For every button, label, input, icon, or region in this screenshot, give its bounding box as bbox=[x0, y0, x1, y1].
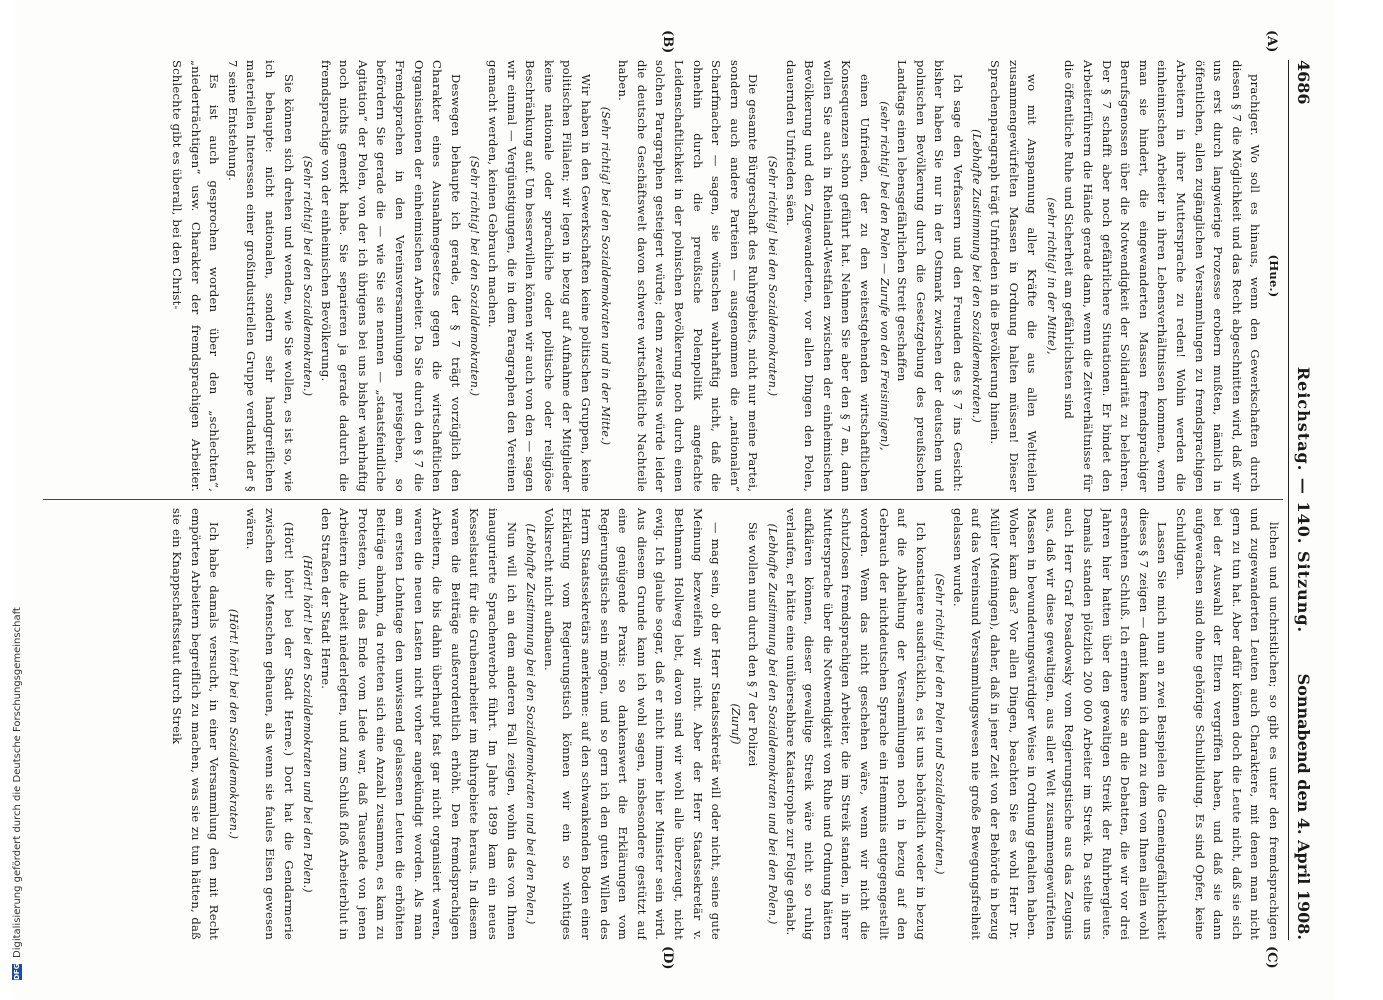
page-title: Reichstag. — 140. Sitzung. bbox=[1294, 366, 1313, 634]
paragraph: — mag sein, ob der Herr Staatssekretär will oder nicht, seine gute Meinung bezweifeln wir nicht. Aber der Herr Staatssekretär v. Bethmann Hollweg lebt, davon sind wir wohl alle überzeugt, nicht ewig. Ich glaube sogar, daß er nicht immer hier Minister sein wird. Aus diesem Grunde kann ich wohl sagen, insbesondere gestützt auf eine genügende Praxis: so dankenswert die Erklärungen vom Regierungstische sein mögen, und so gern ich den guten Willen des Herrn Staatssekretärs anerkenne: auf den schwankenden Boden einer Erklärung vom Regierungstisch können wir ein so wichtiges Volksrecht nicht aufbauen. bbox=[541, 508, 724, 940]
paragraph: Sie können sich drehen und wenden, wie Sie wollen, es ist so, wie ich behaupte: nicht nationalen, sondern sehr handgreiflichen materiellen Interessen einer großindustriellen Gruppe verdankt der § 7 seine Entstehung. bbox=[225, 60, 296, 492]
page-date: Sonnabend den 4. April 1908. bbox=[1294, 673, 1313, 940]
paragraph: Ich sage den Verfassern und den Freunden des § 7 ins Gesicht: bisher haben Sie nur in der Ostmark zwischen der deutschen und polnischen Bevölkerung durch die Gesetzgebung des preußischen Landtags einen lebensgefährlichen Streit geschaffen bbox=[895, 60, 965, 492]
paragraph: Ich konstatiere ausdrücklich, es ist uns behördlich weder in bezug auf die Abhaltung der Versammlungen noch in bezug auf den Gebrauch der nichtdeutschen Sprache ein Hemmnis entgegengestellt worden. Wenn das nicht geschehen wäre, wenn wir nicht die schutzlosen fremdsprachigen Arbeiter, die im Streik standen, in ihrer Muttersprache über die Notwendigkeit von Ruhe und Ordnung hätten aufklären können, dieser gewaltige Streik wäre nicht so ruhig verlaufen, er hätte eine unübersehbare Katastrophe zur Folge gehabt. bbox=[783, 508, 928, 940]
interjection: (Hört! hört! bei den Sozialdemokraten.) bbox=[226, 608, 240, 840]
interjection: (sehr richtig! bei den Polen — Zurufe von den Freisinnigen), bbox=[877, 101, 891, 451]
interjection: (Lebhafte Zustimmung bei den Sozialdemokraten.) bbox=[970, 129, 984, 423]
interjection: (Sehr richtig! bei den Sozialdemokraten.) bbox=[765, 155, 779, 397]
left-column bbox=[43, 60, 1283, 492]
interjection: (sehr richtig! in der Mitte), bbox=[1044, 197, 1058, 355]
paragraph: Ich habe damals versucht, in einer Versammlung den mit Recht empörten Arbeitern begreiflich zu machen, was sie zu tun hätten, daß sie ein Knappschaftsstaut durch Streik bbox=[169, 508, 222, 940]
paragraph: einen Unfrieden, der zu den weitestgehenden wirtschaftlichen Konsequenzen schon geführt hat. Nehmen Sie aber den § 7 an, dann wollen Sie auch in Rheinland-Westfalen zwischen der einheimischen Bevölkerung und den Zugewanderten, vor allen Dingen den Polen, dauernden Unfrieden säen. bbox=[783, 60, 872, 492]
dfg-logo: DFG bbox=[13, 963, 21, 980]
margin-mark-b: (B) bbox=[660, 30, 675, 54]
credit-text: Digitalisierung gefördert durch die Deutsche Forschungsgemeinschaft bbox=[11, 607, 23, 958]
digitization-credit bbox=[8, 0, 26, 980]
paragraph: prachiger. Wo soll es hinaus, wenn den Gewerkschaften durch diesen § 7 die Möglichkeit und das Recht abgeschnitten wird, daß wir uns erst durch langwierige Prozesse erobern mußten, nämlich in öffentlichen, allen zugänglichen Versammlungen zu fremdsprachigen Arbeitern in ihrer Muttersprache zu reden! Wohin werden die einheimischen Arbeiter in ihren Lebensverhältnissen kommen, wenn man sie hindert, die eingewanderten Massen fremdsprachiger Berufsgenossen über die Notwendigkeit der Solidarität zu belehren. Der § 7 schafft aber noch gefährlichere Situationen. Er bindet den Arbeiterführern die Hände gerade dann, wenn die Zeitverhältnisse für die öffentliche Ruhe und Sicherheit am gefährlichsten sind bbox=[1062, 60, 1263, 492]
interjection: (Lebhafte Zustimmung bei den Sozialdemokraten und bei den Polen.) bbox=[524, 523, 538, 925]
paragraph: Lassen Sie mich nun an zwei Beispielen die Gemeingefährlichkeit dieses § 7 zeigen — damit kann ich dann zu dem von Ihnen allen wohl ersehnten Schluß. Ich erinnere Sie an die Debatten, die wir vor drei Jahren hier hatten über den gewaltigen Streik der Ruhrbergleute. Damals standen plötzlich 200 000 Arbeiter im Streik. Da stellte uns auch Herr Graf Posadowsky vom Regierungstische aus das Zeugnis aus, daß wir diese gewaltigen, aus aller Welt zusammengewürfelten Massen in bewunderungswürdiger Weise in Ordnung gehalten haben. Woher kam das? Vor allen Dingen, beachten Sie es wohl Herr Dr. Müller (Meiningen), daher, daß in jener Zeit von der Behörde in bezug auf das Vereinsund Versammlungswesen nie große Bewegungsfreiheit gelassen wurde. bbox=[950, 508, 1170, 940]
margin-mark-d: (D) bbox=[660, 946, 675, 970]
page-header bbox=[1287, 60, 1317, 940]
page-number: 4686 bbox=[1294, 60, 1313, 105]
interjection: (Lebhafte Zustimmung bei den Sozialdemokraten und bei den Polen.) bbox=[765, 523, 779, 925]
header-rule bbox=[1288, 60, 1289, 940]
paragraph: (Hört! hört! bei der Stadt Herne.) Dort hat die Gendarmerie zwischen die Menschen gehauen, als wenn sie faules Eisen gewesen wären. bbox=[244, 508, 296, 940]
paragraph: lichen und unchristlichen; so gibt es unter den fremdsprachigen und zugewanderten Leuten auch Charaktere, mit denen man nicht gern zu tun hat. Aber dafür können doch die Leute nicht, daß sie sich bei der Auswahl der Eltern vergriffen haben, und daß sie dann aufgewachsen sind ohne gehörige Schulbildung. Es sind Opfer, keine Schuldigen. bbox=[1174, 508, 1281, 940]
margin-mark-c: (C) bbox=[1264, 946, 1279, 969]
paragraph: Nun will ich an dem anderen Fall zeigen, wohin das von Ihnen inaugurierte Sprachenverbot führt. Im Jahre 1899 kam ein neues Kesselstaut für die Grubenarbeiter im Ruhrgebiete heraus. In diesem waren die Beiträge außerordentlich erhöht. Den fremdsprachigen Arbeitern, die bis dahin überhaupt fast gar nicht organisiert waren, waren die neuen Lasten nicht vorher angekündigt worden. Als man am ersten Lohntage den unwissend gelassenen Leuten die erhöhten Beiträge abnahm, da rotteten sich eine Anzahl zusammen, es kam zu Protesten, und das Ende vom Liede war, daß Tausende von jenen Arbeitern die Arbeit niederlegten, und zum Schluß floß Arbeiterblut in den Straßen der Stadt Herne. bbox=[318, 508, 519, 940]
paragraph: Sie wollen nun durch den § 7 der Polizei bbox=[746, 522, 761, 767]
interjection: (Hört! hört! bei den Sozialdemokraten und bei den Polen.) bbox=[301, 555, 315, 893]
speaker-name: (Hue.) bbox=[1267, 254, 1281, 298]
right-column bbox=[43, 508, 1283, 940]
interjection: (Sehr richtig! bei den Sozialdemokraten.) bbox=[301, 155, 315, 397]
column-divider bbox=[43, 499, 1283, 500]
paragraph: Wir haben in den Gewerkschaften keine politischen Gruppen, keine politischen Filialen; wir legen in bezug auf Aufnahme der Mitglieder keine nationale oder sprachliche oder politische oder religiöse Beschränkung auf. Um besserwillen können wir auch von den — sagen wir einmal — Vergünstigungen, die in dem Paragraphen den Vereinen gemacht werden, keinen Gebrauch machen. bbox=[486, 60, 594, 492]
interjection: (Sehr richtig! bei den Sozialdemokraten.) bbox=[468, 155, 482, 397]
paragraph: wo mit Anspannung aller Kräfte die aus allen Weltteilen zusammengewürfelten Massen in Ordnung halten müssen! Dieser Sprachenparagraph trägt Unfrieden in die Bevölkerung hinein. bbox=[988, 60, 1040, 492]
paragraph: Es ist auch gesprochen worden über den „schlechten“, „niederträchtigen“ usw. Charakter der fremdsprachigen Arbeiter. Schlechte gibt es überall, bei den Christ- bbox=[169, 60, 222, 492]
interjection: (Sehr richtig! bei den Sozialdemokraten und in der Mitte.) bbox=[598, 106, 612, 446]
margin-mark-a: (A) bbox=[1264, 30, 1279, 53]
paragraph: Die gesamte Bürgerschaft des Ruhrgebiets, nicht nur meine Partei, sondern auch andere Parteien — ausgenommen die „nationalen“ Scharfmacher — sagen, sie wünschen wahrhaftig nicht, daß die ohnehin durch die preußische Polenpolitik angefachte Leidenschaftlichkeit in der polnischen Bevölkerung noch durch einen solchen Paragraphen gesteigert würde; denn zweifellos würde leider die deutsche Geschäftswelt davon schwere wirtschaftliche Nachteile haben. bbox=[616, 60, 761, 492]
interjection: (Zuruf) bbox=[728, 703, 742, 745]
paragraph: Deswegen behaupte ich gerade, der § 7 trägt vorzüglich den Charakter eines Ausnahmegesetzes gegen die wirtschaftlichen Organisationen der einheimischen Arbeiter. Da Sie durch den § 7 die Fremdsprachen in den Vereinsversammlungen preisgeben, so befördern Sie gerade die — wie Sie sie nennen — „staatsfeindliche Agitation“ der Polen, von der ich übrigens bei uns bisher wahrhaftig noch nichts gemerkt habe. Sie separieren ja gerade dadurch die fremdsprachige von der einheimischen Bevölkerung. bbox=[318, 60, 463, 492]
interjection: (Sehr richtig! bei den Polen und Sozialdemokraten.) bbox=[933, 573, 947, 875]
document-page bbox=[15, 0, 1335, 1000]
